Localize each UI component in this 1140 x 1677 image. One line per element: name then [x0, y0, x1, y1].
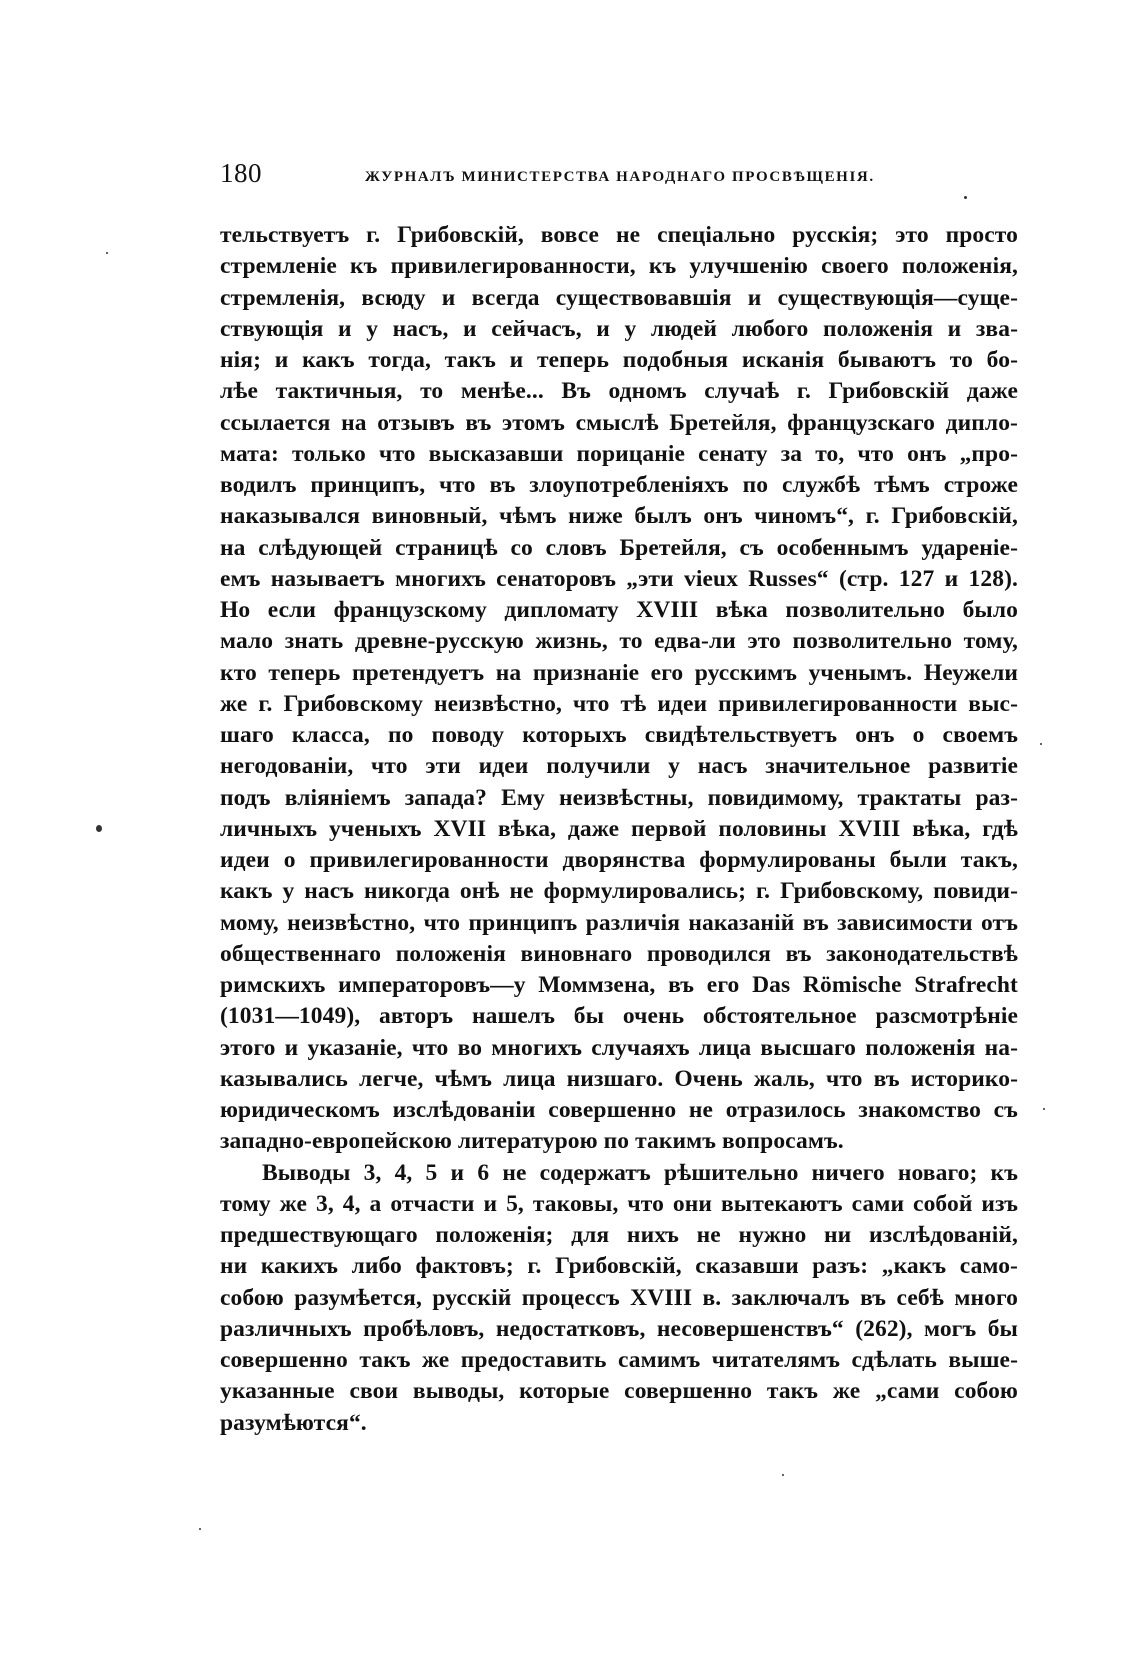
scan-speck	[96, 825, 102, 832]
text-line: указанные свои выводы, которые совершенно такъ же „сами собою	[220, 1378, 1018, 1405]
text-line: личныхъ ученыхъ XVII вѣка, даже первой половины XVIII вѣка, гдѣ	[220, 815, 1018, 842]
paragraph-2	[220, 1158, 1018, 1439]
text-line: западно-европейскою литературою по такимъ вопросамъ.	[220, 1128, 844, 1155]
page-number: 180	[220, 158, 262, 188]
text-line: Выводы 3, 4, 5 и 6 не содержатъ рѣшительно ничего новаго; къ	[262, 1159, 1018, 1186]
text-line: емъ называетъ многихъ сенаторовъ „эти vieux Russes“ (стр. 127 и 128).	[220, 565, 1018, 592]
text-line: юридическомъ изслѣдованіи совершенно не отразилось знакомство съ	[220, 1097, 1018, 1123]
scan-speck	[1043, 1108, 1045, 1110]
text-line: этого и указаніе, что во многихъ случаяхъ лица высшаго положенія на-	[220, 1034, 1018, 1061]
text-line: ни какихъ либо фактовъ; г. Грибовскій, сказавши разъ: „какъ само-	[220, 1253, 1018, 1280]
text-line: кто теперь претендуетъ на признаніе его русскимъ ученымъ. Неужели	[220, 659, 1018, 686]
text-line: шаго класса, по поводу которыхъ свидѣтельствуетъ онъ о своемъ	[220, 722, 1018, 748]
text-line: римскихъ императоровъ—у Моммзена, въ его Das Römische Strafrecht	[220, 972, 1018, 998]
scan-speck	[106, 252, 108, 254]
text-line: Но если французскому дипломату XVIII вѣка позволительно было	[220, 597, 1018, 623]
scan-speck	[782, 1474, 784, 1476]
text-line: водилъ принципъ, что въ злоупотребленіяхъ по службѣ тѣмъ строже	[220, 472, 1018, 498]
scan-speck	[1040, 743, 1042, 745]
text-line: на слѣдующей страницѣ со словъ Бретейля, съ особеннымъ удареніе-	[220, 534, 1018, 561]
text-line: какъ у насъ никогда онѣ не формулировались; г. Грибовскому, повиди-	[220, 878, 1018, 905]
text-line: стремленія, всюду и всегда существовавшія и существующія—суще-	[220, 284, 1018, 311]
text-line: ствующія и у насъ, и сейчасъ, и у людей любого положенія и зва-	[220, 315, 1018, 342]
page-header	[220, 158, 1020, 198]
text-line: мало знать древне-русскую жизнь, то едва-ли это позволительно тому,	[220, 628, 1018, 655]
text-line: лѣе тактичныя, то менѣе... Въ одномъ случаѣ г. Грибовскій даже	[220, 378, 1018, 405]
text-line: мата: только что высказавши порицаніе сенату за то, что онъ „про-	[220, 440, 1018, 467]
text-line: казывались легче, чѣмъ лица низшаго. Очень жаль, что въ историко-	[220, 1065, 1018, 1092]
scan-speck	[964, 196, 967, 199]
text-line: стремленіе къ привилегированности, къ улучшенію своего положенія,	[220, 253, 1018, 280]
text-line: наказывался виновный, чѣмъ ниже былъ онъ чиномъ“, г. Грибовскій,	[220, 503, 1018, 530]
text-line: тому же 3, 4, а отчасти и 5, таковы, что они вытекаютъ сами собой изъ	[220, 1190, 1018, 1217]
text-line: тельствуетъ г. Грибовскій, вовсе не спеціально русскія; это просто	[220, 222, 1018, 248]
text-line: общественнаго положенія виновнаго проводился въ законодательствѣ	[220, 940, 1018, 967]
text-line: собою разумѣется, русскій процессъ XVIII в. заключалъ въ себѣ много	[220, 1284, 1018, 1311]
text-line: подъ вліяніемъ запада? Ему неизвѣстны, повидимому, трактаты раз-	[220, 784, 1018, 811]
text-line: негодованіи, что эти идеи получили у насъ значительное развитіе	[220, 753, 1018, 780]
text-line: же г. Грибовскому неизвѣстно, что тѣ идеи привилегированности выс-	[220, 690, 1018, 717]
text-line: нія; и какъ тогда, такъ и теперь подобныя исканія бываютъ то бо-	[220, 347, 1018, 373]
text-line: предшествующаго положенія; для нихъ не нужно ни изслѣдованій,	[220, 1222, 1018, 1248]
text-line: различныхъ пробѣловъ, недостатковъ, несовершенствъ“ (262), могъ бы	[220, 1315, 1018, 1342]
text-line: разумѣются“.	[220, 1409, 367, 1436]
body-text	[220, 220, 1018, 1439]
text-line: совершенно такъ же предоставить самимъ читателямъ сдѣлать выше-	[220, 1347, 1018, 1373]
scan-speck	[199, 1528, 201, 1530]
text-line: мому, неизвѣстно, что принципъ различія наказаній въ зависимости отъ	[220, 909, 1018, 936]
text-line: ссылается на отзывъ въ этомъ смыслѣ Бретейля, французскаго дипло-	[220, 409, 1018, 436]
running-title: ЖУРНАЛЪ МИНИСТЕРСТВА НАРОДНАГО ПРОСВѢЩЕНІЯ.	[365, 169, 875, 185]
text-line: идеи о привилегированности дворянства формулированы были такъ,	[220, 847, 1018, 873]
paragraph-1	[220, 220, 1018, 1158]
text-line: (1031—1049), авторъ нашелъ бы очень обстоятельное разсмотрѣніе	[220, 1003, 1018, 1030]
